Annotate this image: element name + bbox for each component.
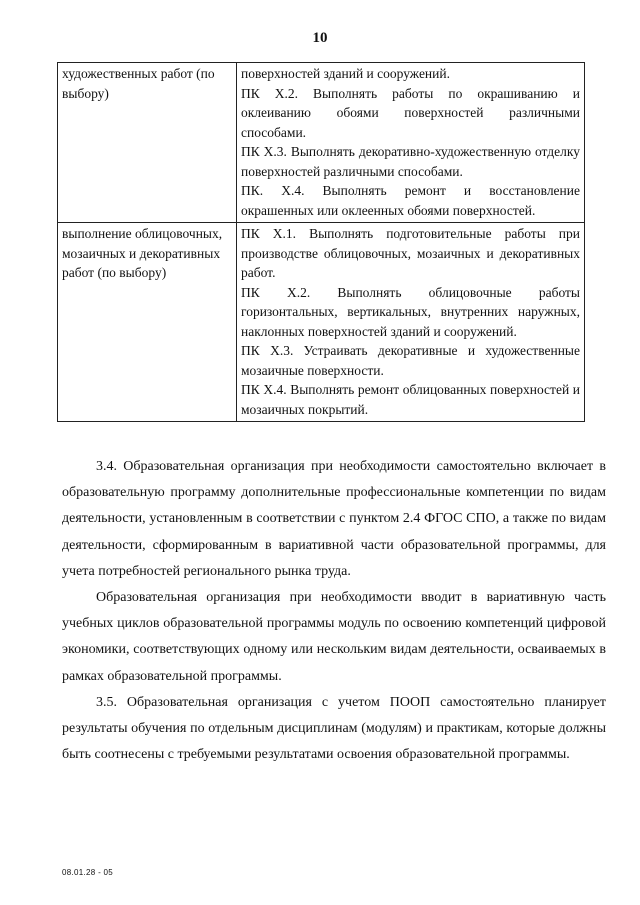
competencies-cell <box>237 223 585 422</box>
paragraph-3-5: 3.5. Образовательная организация с учетом ПООП самостоятельно планирует результаты обучения по отдельным дисциплинам (модулям) и практикам, которые должны быть соотнесены с требуемыми результатами освоения образовательной программы. <box>62 695 606 763</box>
activity-cell: выполнение облицовочных, мозаичных и декоративных работ (по выбору) <box>58 223 237 422</box>
activity-cell: художественных работ (по выбору) <box>58 63 237 223</box>
competency-item: ПК Х.3. Выполнять декоративно-художественную отделку поверхностей различными способами. <box>241 144 580 179</box>
competency-table <box>57 62 585 422</box>
competency-item: ПК Х.2. Выполнять облицовочные работы горизонтальных, вертикальных, внутренних наружных, наклонных поверхностей зданий и сооружений. <box>241 284 580 339</box>
competency-item: поверхностей зданий и сооружений. <box>241 66 450 81</box>
competency-item: ПК Х.3. Устраивать декоративные и художественные мозаичные поверхности. <box>241 343 580 378</box>
competency-item: ПК. Х.4. Выполнять ремонт и восстановление окрашенных или оклеенных обоями поверхностей. <box>241 183 580 218</box>
paragraph-digital-economy: Образовательная организация при необходимости вводит в вариативную часть учебных циклов образовательной программы модуль по освоению компетенций цифровой экономики, соответствующих одному или нескольким видам деятельности, осваиваемых в рамках образовательной программы. <box>62 590 606 684</box>
competencies-cell <box>237 63 585 223</box>
competency-item: ПК Х.1. Выполнять подготовительные работы при производстве облицовочных, мозаичных и декоративных работ. <box>241 226 580 280</box>
paragraph-3-4: 3.4. Образовательная организация при необходимости самостоятельно включает в образовательную программу дополнительные профессиональные компетенции по видам деятельности, установленным в соответствии с пунктом 2.4 ФГОС СПО, а также по видам деятельности, сформированным в вариативной части образовательной программы, для учета потребностей регионального рынка труда. <box>62 459 606 579</box>
competency-item: ПК Х.2. Выполнять работы по окрашиванию и оклеиванию обоями поверхностей различными способами. <box>241 85 580 140</box>
document-code: 08.01.28 - 05 <box>62 868 114 877</box>
table-row <box>58 63 585 223</box>
competency-item: ПК Х.4. Выполнять ремонт облицованных поверхностей и мозаичных покрытий. <box>241 382 580 417</box>
table-row <box>58 223 585 422</box>
page-number: 10 <box>312 30 328 46</box>
